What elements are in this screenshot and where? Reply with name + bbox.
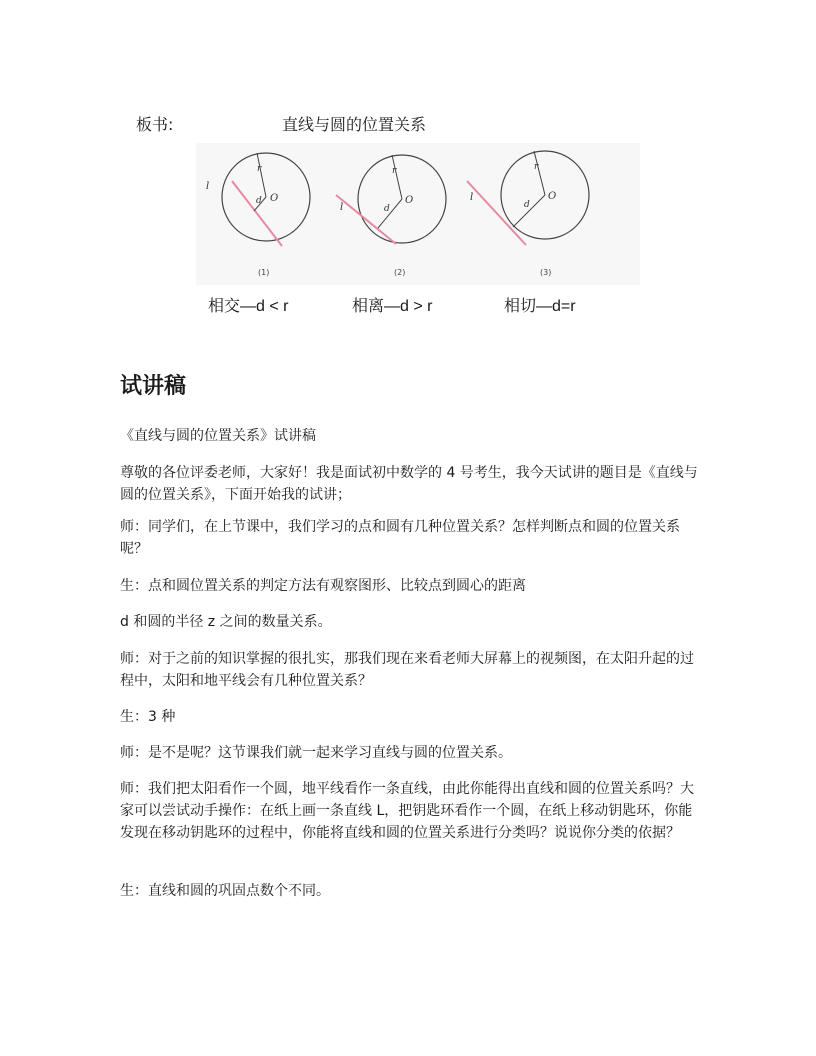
section-heading: 试讲稿 xyxy=(120,374,187,399)
paragraph: d 和圆的半径 z 之间的数量关系。 xyxy=(120,614,332,630)
paragraph: 生：3 种 xyxy=(120,709,176,725)
doc-title-line: 《直线与圆的位置关系》试讲稿 xyxy=(120,428,316,444)
paragraph: 师：我们把太阳看作一个圆，地平线看作一条直线，由此你能得出直线和圆的位置关系吗？大家可以尝试动手操作：在纸上画一条直线 L，把钥匙环看作一个圆，在纸上移动钥匙环，你能发现在移动钥匙环的过程中，你能将直线和圆的位置关系进行分类吗？说说你分类的依据？ xyxy=(120,781,694,841)
svg-text:(3): (3) xyxy=(540,268,552,277)
figure-separate xyxy=(336,155,446,277)
svg-text:(1): (1) xyxy=(258,268,270,277)
svg-text:O: O xyxy=(270,193,279,204)
paragraph: 生：点和圆位置关系的判定方法有观察图形、比较点到圆心的距离 xyxy=(120,578,526,594)
paragraph: 师：对于之前的知识掌握的很扎实，那我们现在来看老师大屏幕上的视频图，在太阳升起的过程中，太阳和地平线会有几种位置关系？ xyxy=(120,651,694,689)
figure-tangent xyxy=(467,151,589,277)
svg-text:r: r xyxy=(534,162,539,172)
board-label: 板书: xyxy=(136,115,174,134)
svg-text:O: O xyxy=(405,195,414,206)
svg-text:d: d xyxy=(384,204,390,214)
caption-tangent: 相切—d=r xyxy=(504,298,576,315)
figure-intersect xyxy=(206,153,310,277)
board-title: 直线与圆的位置关系 xyxy=(282,115,427,134)
svg-text:(2): (2) xyxy=(394,268,406,277)
svg-text:l: l xyxy=(470,192,474,203)
paragraph: 师：同学们，在上节课中，我们学习的点和圆有几种位置关系？怎样判断点和圆的位置关系呢？ xyxy=(120,519,680,557)
svg-text:O: O xyxy=(548,191,557,202)
svg-text:l: l xyxy=(206,181,210,192)
svg-text:r: r xyxy=(392,166,397,176)
caption-separate: 相离—d > r xyxy=(352,298,433,315)
paragraph: 师：是不是呢？这节课我们就一起来学习直线与圆的位置关系。 xyxy=(120,745,512,761)
paragraph: 生：直线和圆的巩固点数个不同。 xyxy=(120,883,330,899)
paragraph: 尊敬的各位评委老师，大家好！我是面试初中数学的 4 号考生，我今天试讲的题目是《直线与圆的位置关系》，下面开始我的试讲； xyxy=(120,465,698,503)
circle-line-figure xyxy=(196,143,640,285)
svg-text:d: d xyxy=(524,200,530,210)
caption-intersect: 相交—d < r xyxy=(208,298,289,315)
svg-text:l: l xyxy=(340,202,344,213)
svg-text:d: d xyxy=(256,196,262,206)
svg-text:r: r xyxy=(257,164,262,174)
